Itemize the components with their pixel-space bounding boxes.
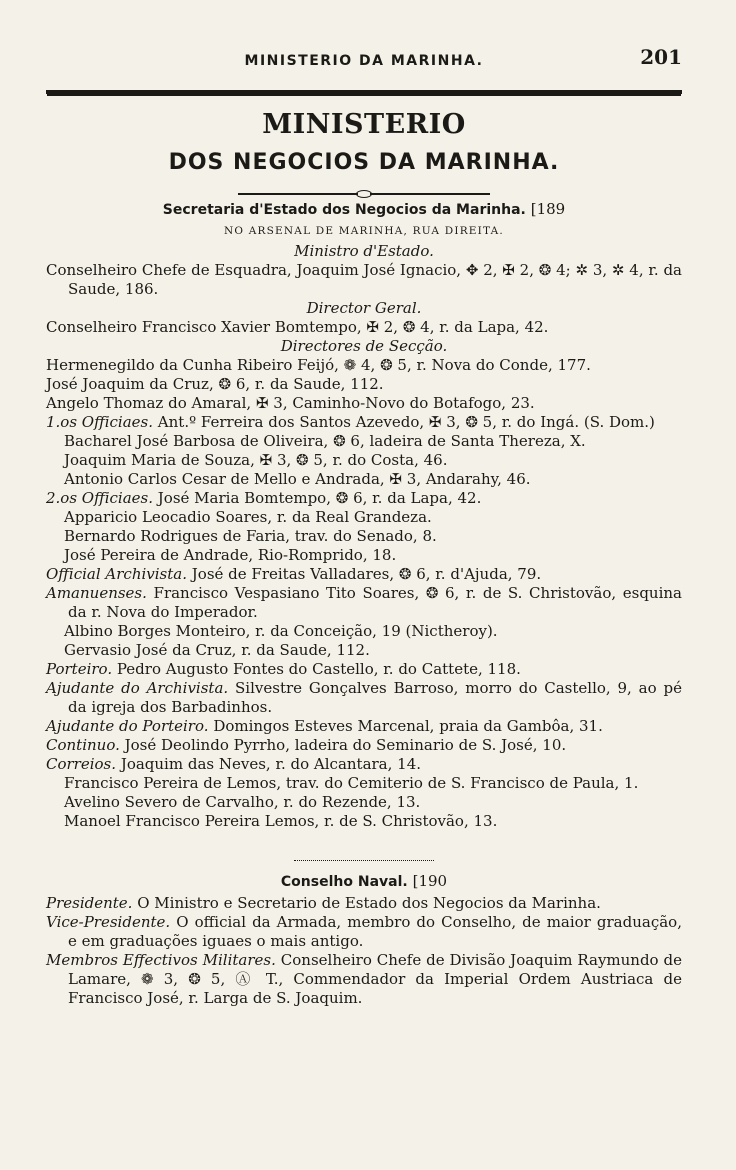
text: Joaquim das Neves, r. do Alcantara, 14.: [120, 755, 422, 773]
entry-officiaes-2c: Bernardo Rodrigues de Faria, trav. do Senado, 8.: [64, 527, 437, 545]
entry-vice-presidente: [46, 913, 682, 951]
ministry-subtitle: DOS NEGOCIOS DA MARINHA.: [168, 150, 560, 175]
entry-segundos-officiaes: [46, 489, 682, 508]
section-title: Conselho Naval.: [280, 874, 408, 890]
label-ajudante-archivista: Ajudante do Archivista.: [46, 679, 229, 697]
text: José Deolindo Pyrrho, ladeira do Seminario de S. José, 10.: [124, 736, 567, 754]
text: O official da Armada, membro do Conselho, de maior graduação, e em graduações iguaes o mais antigo.: [68, 913, 682, 950]
label-continuo: Continuo.: [46, 736, 120, 754]
page-content: [46, 108, 682, 1008]
entry-director: Conselheiro Francisco Xavier Bomtempo, ✠ 2, ❂ 4, r. da Lapa, 42.: [46, 318, 549, 336]
label-director: Director Geral.: [306, 299, 422, 317]
text: Francisco Vespasiano Tito Soares, ❂ 6, r. de S. Christovão, esquina da r. Nova do Imperador.: [68, 584, 682, 621]
header-rule: [46, 90, 682, 94]
entry-ajudante-porteiro: [46, 717, 682, 736]
label-ministro: Ministro d'Estado.: [294, 242, 434, 260]
label-segundos-officiaes: 2.os Officiaes.: [46, 489, 154, 507]
entry-officiaes-1b: Bacharel José Barbosa de Oliveira, ❂ 6, ladeira de Santa Thereza, X.: [64, 432, 586, 450]
section-address: NO ARSENAL DE MARINHA, RUA DIREITA.: [224, 225, 504, 237]
entry-correios-4: Manoel Francisco Pereira Lemos, r. de S. Christovão, 13.: [64, 812, 498, 830]
section-title: Secretaria d'Estado dos Negocios da Marinha.: [162, 202, 526, 218]
ministry-title: MINISTERIO: [262, 109, 466, 140]
entry-correios: [46, 755, 682, 774]
entry-porteiro: [46, 660, 682, 679]
label-presidente: Presidente.: [46, 894, 133, 912]
text: Domingos Esteves Marcenal, praia da Gambôa, 31.: [213, 717, 603, 735]
entry-amanuenses-2: Albino Borges Monteiro, r. da Conceição, 19 (Nictheroy).: [64, 622, 498, 640]
label-ajudante-porteiro: Ajudante do Porteiro.: [46, 717, 209, 735]
entry-ministro: Conselheiro Chefe de Esquadra, Joaquim José Ignacio, ✥ 2, ✠ 2, ❂ 4; ✲ 3, ✲ 4, r. da Saude, 186.: [46, 261, 682, 298]
section-heading-conselho: [46, 872, 682, 892]
entry-director-3: Angelo Thomaz do Amaral, ✠ 3, Caminho-Novo do Botafogo, 23.: [46, 394, 535, 412]
text: Pedro Augusto Fontes do Castello, r. do Cattete, 118.: [116, 660, 521, 678]
label-porteiro: Porteiro.: [46, 660, 113, 678]
label-vice-presidente: Vice-Presidente.: [46, 913, 171, 931]
entry-continuo: [46, 736, 682, 755]
text: Silvestre Gonçalves Barroso, morro do Castello, 9, ao pé da igreja dos Barbadinhos.: [68, 679, 682, 716]
entry-officiaes-2b: Apparicio Leocadio Soares, r. da Real Grandeza.: [64, 508, 432, 526]
entry-amanuenses: [46, 584, 682, 622]
text: Ant.º Ferreira dos Santos Azevedo, ✠ 3, ❂ 5, r. do Ingá. (S. Dom.): [157, 413, 655, 431]
label-membros: Membros Effectivos Militares.: [46, 951, 276, 969]
ornament-divider: [46, 184, 682, 192]
running-head: [46, 42, 682, 72]
entry-membros: [46, 951, 682, 1008]
entry-amanuenses-3: Gervasio José da Cruz, r. da Saude, 112.: [64, 641, 370, 659]
text: José Maria Bomtempo, ❂ 6, r. da Lapa, 42.: [157, 489, 482, 507]
section-number: [190: [412, 872, 448, 890]
section-heading-secretaria: [46, 200, 682, 220]
label-amanuenses: Amanuenses.: [46, 584, 147, 602]
entry-archivista: [46, 565, 682, 584]
entry-primeiros-officiaes: [46, 413, 682, 432]
section-number: [189: [530, 200, 566, 218]
label-primeiros-officiaes: 1.os Officiaes.: [46, 413, 154, 431]
text: Conselheiro Chefe de Divisão Joaquim Raymundo de Lamare, ❁ 3, ❂ 5, Ⓐ T., Commendador da Imperial Ordem Austriaca de Francisco José, r. Larga de S. Joaquim.: [68, 951, 682, 1007]
running-title: MINISTERIO DA MARINHA.: [244, 53, 484, 69]
page-number: 201: [640, 45, 682, 69]
entry-correios-2: Francisco Pereira de Lemos, trav. do Cemiterio de S. Francisco de Paula, 1.: [64, 774, 639, 792]
section-divider: [46, 847, 682, 866]
entry-presidente: [46, 894, 682, 913]
entry-director-1: Hermenegildo da Cunha Ribeiro Feijó, ❁ 4, ❂ 5, r. Nova do Conde, 177.: [46, 356, 591, 374]
entry-director-2: José Joaquim da Cruz, ❂ 6, r. da Saude, 112.: [46, 375, 384, 393]
label-directores: Directores de Secção.: [280, 337, 448, 355]
entry-ajudante-archivista: [46, 679, 682, 717]
label-archivista: Official Archivista.: [46, 565, 187, 583]
label-correios: Correios.: [46, 755, 117, 773]
entry-officiaes-1c: Joaquim Maria de Souza, ✠ 3, ❂ 5, r. do Costa, 46.: [64, 451, 448, 469]
text: O Ministro e Secretario de Estado dos Negocios da Marinha.: [137, 894, 601, 912]
entry-officiaes-1d: Antonio Carlos Cesar de Mello e Andrada, ✠ 3, Andarahy, 46.: [64, 470, 531, 488]
entry-correios-3: Avelino Severo de Carvalho, r. do Rezende, 13.: [64, 793, 421, 811]
entry-officiaes-2d: José Pereira de Andrade, Rio-Romprido, 18.: [64, 546, 397, 564]
text: José de Freitas Valladares, ❂ 6, r. d'Ajuda, 79.: [191, 565, 542, 583]
